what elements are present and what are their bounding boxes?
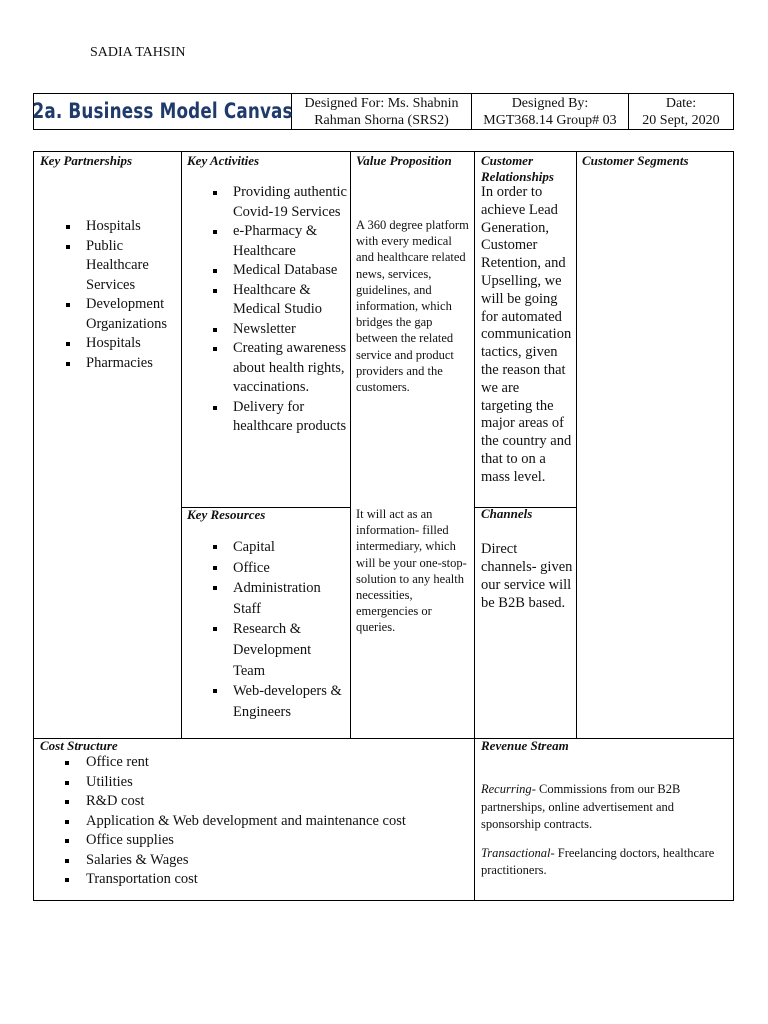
cost-structure-item: Utilities xyxy=(86,773,471,793)
key-activity-item: Healthcare & Medical Studio xyxy=(233,281,347,320)
cost-structure-item: Application & Web development and maintenance cost xyxy=(86,812,471,832)
key-resource-item: Office xyxy=(233,558,345,579)
divider xyxy=(474,152,475,900)
key-partnership-item: Hospitals xyxy=(86,217,178,237)
designed-by-line1: Designed By: xyxy=(511,95,589,111)
author-name: SADIA TAHSIN xyxy=(90,45,186,60)
date-cell xyxy=(629,94,733,129)
business-model-canvas xyxy=(33,151,734,901)
cost-structure-heading: Cost Structure xyxy=(40,738,118,753)
key-resources-heading: Key Resources xyxy=(187,507,266,522)
cost-structure-item: Salaries & Wages xyxy=(86,851,471,871)
designed-for-line1: Designed For: Ms. Shabnin xyxy=(304,95,459,111)
revenue-recurring xyxy=(481,781,721,834)
key-activities-list xyxy=(233,183,347,437)
key-resource-item: Capital xyxy=(233,537,345,558)
divider xyxy=(576,152,577,738)
page-title: 2a. Business Model Canvas xyxy=(32,99,293,123)
key-activity-item: Creating awareness about health rights, vaccinations. xyxy=(233,339,347,398)
transactional-text: - Freelancing doctors, healthcare practitioners. xyxy=(481,846,715,877)
revenue-transactional xyxy=(481,845,721,879)
key-activity-item: Delivery for healthcare products xyxy=(233,398,347,437)
designed-by-cell xyxy=(472,94,629,129)
key-activity-item: e-Pharmacy & Healthcare xyxy=(233,222,347,261)
customer-segments-heading: Customer Segments xyxy=(582,153,689,168)
cost-structure-item: Office rent xyxy=(86,753,471,773)
title-cell xyxy=(34,94,292,129)
key-resource-item: Web-developers & Engineers xyxy=(233,681,345,722)
key-partnerships-list xyxy=(86,217,178,373)
key-activities-heading: Key Activities xyxy=(187,153,260,168)
key-partnership-item: Development Organizations xyxy=(86,295,178,334)
cost-structure-item: Transportation cost xyxy=(86,870,471,890)
customer-relationships-text: In order to achieve Lead Generation, Customer Retention, and Upselling, we will be going for automated communication tactics, given the reason that we are targeting the major areas of the country and that to on a mass level. xyxy=(481,184,572,485)
cost-structure-list xyxy=(86,753,471,890)
key-activity-item: Medical Database xyxy=(233,261,347,281)
key-resource-item: Administration Staff xyxy=(233,578,345,619)
revenue-stream-heading: Revenue Stream xyxy=(481,738,569,753)
key-resource-item: Research & Development Team xyxy=(233,619,345,681)
date-label: Date: xyxy=(665,95,697,111)
date-value: 20 Sept, 2020 xyxy=(642,112,720,128)
customer-relationships-heading: Customer Relationships xyxy=(481,153,554,184)
key-activity-item: Newsletter xyxy=(233,320,347,340)
channels-heading: Channels xyxy=(481,506,533,521)
designed-for-line2: Rahman Shorna (SRS2) xyxy=(314,112,449,128)
recurring-label: Recurring xyxy=(481,782,532,796)
key-activity-item: Providing authentic Covid-19 Services xyxy=(233,183,347,222)
value-proposition-heading: Value Proposition xyxy=(356,153,452,168)
value-proposition-text-2: It will act as an information- filled intermediary, which will be your one-stop-solution to any health necessities, emergencies or queries. xyxy=(356,507,467,635)
key-partnership-item: Hospitals xyxy=(86,334,178,354)
value-proposition-text-1: A 360 degree platform with every medical and healthcare related news, services, guidelines, and information, which bridges the gap between the related service and product providers and the customers. xyxy=(356,218,469,395)
designed-by-line2: MGT368.14 Group# 03 xyxy=(483,112,617,128)
cost-structure-item: Office supplies xyxy=(86,831,471,851)
divider xyxy=(181,152,182,738)
recurring-text: - Commissions from our B2B partnerships, online advertisement and sponsorship contracts. xyxy=(481,782,681,831)
key-partnership-item: Public Healthcare Services xyxy=(86,237,178,296)
divider xyxy=(350,152,351,738)
transactional-label: Transactional xyxy=(481,846,551,860)
channels-text: Direct channels- given our service will be B2B based. xyxy=(481,541,573,611)
key-partnerships-heading: Key Partnerships xyxy=(40,153,133,168)
key-resources-list xyxy=(233,537,345,722)
header-table xyxy=(33,93,734,130)
cost-structure-item: R&D cost xyxy=(86,792,471,812)
key-partnership-item: Pharmacies xyxy=(86,354,178,374)
divider xyxy=(34,738,733,739)
designed-for-cell xyxy=(292,94,472,129)
